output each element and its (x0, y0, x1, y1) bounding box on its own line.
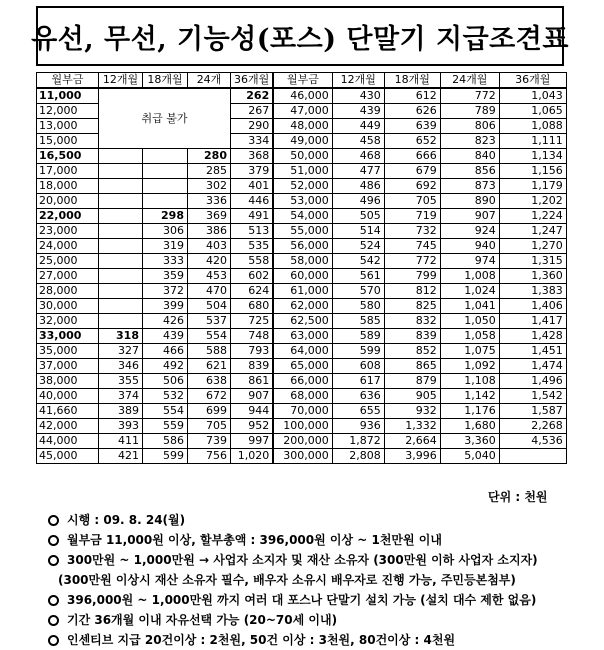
amount-cell: 470 (188, 284, 231, 299)
monthly-payment-cell: 45,000 (37, 449, 99, 464)
monthly-payment-cell: 61,000 (273, 284, 332, 299)
table-row (37, 314, 567, 329)
monthly-payment-cell: 13,000 (37, 119, 99, 134)
table-row (37, 224, 567, 239)
monthly-payment-cell: 37,000 (37, 359, 99, 374)
amount-cell: 535 (231, 239, 274, 254)
amount-cell: 496 (332, 194, 384, 209)
amount-cell: 1,587 (499, 404, 566, 419)
monthly-payment-cell: 300,000 (273, 449, 332, 464)
header-cell: 18개월 (143, 73, 188, 89)
amount-cell: 426 (143, 314, 188, 329)
note-text: (300만원 이상시 재산 소유자 필수, 배우자 소유시 배우자로 진행 가능, 주민등본첨부) (58, 573, 516, 587)
table-row (37, 374, 567, 389)
amount-cell: 1,270 (499, 239, 566, 254)
monthly-payment-cell: 46,000 (273, 88, 332, 104)
amount-cell: 1,041 (440, 299, 499, 314)
table-row (37, 164, 567, 179)
monthly-payment-cell: 68,000 (273, 389, 332, 404)
amount-cell: 789 (440, 104, 499, 119)
amount-cell: 672 (188, 389, 231, 404)
monthly-payment-cell: 52,000 (273, 179, 332, 194)
table-row (37, 284, 567, 299)
amount-cell: 852 (384, 344, 440, 359)
header-cell: 12개월 (99, 73, 143, 89)
monthly-payment-cell: 70,000 (273, 404, 332, 419)
amount-cell: 506 (143, 374, 188, 389)
monthly-payment-cell: 48,000 (273, 119, 332, 134)
amount-cell: 1,202 (499, 194, 566, 209)
amount-cell: 599 (143, 449, 188, 464)
monthly-payment-cell: 56,000 (273, 239, 332, 254)
amount-cell (99, 284, 143, 299)
amount-cell: 386 (188, 224, 231, 239)
amount-cell: 1,065 (499, 104, 566, 119)
monthly-payment-cell: 47,000 (273, 104, 332, 119)
amount-cell: 861 (231, 374, 274, 389)
amount-cell: 306 (143, 224, 188, 239)
amount-cell: 1,383 (499, 284, 566, 299)
table-row (37, 149, 567, 164)
table-body (37, 88, 567, 464)
amount-cell: 586 (143, 434, 188, 449)
amount-cell: 1,224 (499, 209, 566, 224)
amount-cell: 974 (440, 254, 499, 269)
note-text: 월부금 11,000원 이상, 할부총액 : 396,000원 이상 ~ 1천만원 이내 (67, 533, 442, 547)
amount-cell: 333 (143, 254, 188, 269)
amount-cell: 532 (143, 389, 188, 404)
amount-cell: 890 (440, 194, 499, 209)
amount-cell (99, 269, 143, 284)
amount-cell: 839 (231, 359, 274, 374)
amount-cell: 823 (440, 134, 499, 149)
amount-cell: 290 (231, 119, 274, 134)
amount-cell: 879 (384, 374, 440, 389)
amount-cell: 1,111 (499, 134, 566, 149)
amount-cell (99, 254, 143, 269)
amount-cell: 1,680 (440, 419, 499, 434)
amount-cell: 369 (188, 209, 231, 224)
monthly-payment-cell: 25,000 (37, 254, 99, 269)
monthly-payment-cell: 55,000 (273, 224, 332, 239)
amount-cell: 608 (332, 359, 384, 374)
unit-label: 단위 : 천원 (488, 490, 548, 504)
monthly-payment-cell: 42,000 (37, 419, 99, 434)
amount-cell: 5,040 (440, 449, 499, 464)
amount-cell (499, 449, 566, 464)
table-row (37, 239, 567, 254)
amount-cell: 639 (384, 119, 440, 134)
monthly-payment-cell: 33,000 (37, 329, 99, 344)
header-cell: 월부금 (37, 73, 99, 89)
amount-cell: 865 (384, 359, 440, 374)
amount-cell: 1,406 (499, 299, 566, 314)
amount-cell: 355 (99, 374, 143, 389)
amount-cell: 725 (231, 314, 274, 329)
amount-cell: 393 (99, 419, 143, 434)
monthly-payment-cell: 28,000 (37, 284, 99, 299)
circle-bullet-icon (48, 595, 59, 606)
amount-cell: 1,332 (384, 419, 440, 434)
amount-cell: 4,536 (499, 434, 566, 449)
circle-bullet-icon (48, 615, 59, 626)
amount-cell: 421 (99, 449, 143, 464)
amount-cell: 745 (384, 239, 440, 254)
amount-cell: 554 (143, 404, 188, 419)
amount-cell: 621 (188, 359, 231, 374)
monthly-payment-cell: 49,000 (273, 134, 332, 149)
amount-cell: 666 (384, 149, 440, 164)
amount-cell: 1,176 (440, 404, 499, 419)
circle-bullet-icon (48, 535, 59, 546)
monthly-payment-cell: 40,000 (37, 389, 99, 404)
amount-cell: 739 (188, 434, 231, 449)
table-row (37, 389, 567, 404)
table-row (37, 344, 567, 359)
amount-cell: 602 (231, 269, 274, 284)
monthly-payment-cell: 16,500 (37, 149, 99, 164)
amount-cell: 1,872 (332, 434, 384, 449)
table-row (37, 299, 567, 314)
table-row (37, 404, 567, 419)
amount-cell (99, 164, 143, 179)
amount-cell: 1,050 (440, 314, 499, 329)
amount-cell: 580 (332, 299, 384, 314)
amount-cell: 359 (143, 269, 188, 284)
amount-cell: 477 (332, 164, 384, 179)
header-cell: 24개월 (440, 73, 499, 89)
amount-cell: 612 (384, 88, 440, 104)
monthly-payment-cell: 11,000 (37, 88, 99, 104)
table-row (37, 209, 567, 224)
note-item (48, 530, 538, 550)
amount-cell: 374 (99, 389, 143, 404)
amount-cell: 504 (188, 299, 231, 314)
amount-cell: 907 (231, 389, 274, 404)
monthly-payment-cell: 62,000 (273, 299, 332, 314)
amount-cell: 873 (440, 179, 499, 194)
amount-cell: 368 (231, 149, 274, 164)
amount-cell: 940 (440, 239, 499, 254)
note-item (48, 610, 538, 630)
table-row (37, 269, 567, 284)
amount-cell: 617 (332, 374, 384, 389)
table-header-row (37, 73, 567, 89)
amount-cell: 2,268 (499, 419, 566, 434)
note-item (48, 510, 538, 530)
amount-cell (99, 209, 143, 224)
header-cell: 월부금 (273, 73, 332, 89)
amount-cell: 705 (188, 419, 231, 434)
note-item (48, 630, 538, 650)
monthly-payment-cell: 17,000 (37, 164, 99, 179)
note-item (48, 550, 538, 570)
amount-cell: 825 (384, 299, 440, 314)
monthly-payment-cell: 62,500 (273, 314, 332, 329)
amount-cell: 1,092 (440, 359, 499, 374)
amount-cell (99, 179, 143, 194)
amount-cell: 1,020 (231, 449, 274, 464)
amount-cell: 1,428 (499, 329, 566, 344)
amount-cell: 1,043 (499, 88, 566, 104)
payment-table (36, 72, 567, 464)
amount-cell: 1,542 (499, 389, 566, 404)
amount-cell: 537 (188, 314, 231, 329)
amount-cell: 334 (231, 134, 274, 149)
amount-cell: 907 (440, 209, 499, 224)
amount-cell: 699 (188, 404, 231, 419)
amount-cell (143, 179, 188, 194)
amount-cell (99, 299, 143, 314)
amount-cell: 1,496 (499, 374, 566, 389)
amount-cell: 298 (143, 209, 188, 224)
amount-cell: 403 (188, 239, 231, 254)
amount-cell: 806 (440, 119, 499, 134)
amount-cell: 3,996 (384, 449, 440, 464)
amount-cell: 626 (384, 104, 440, 119)
monthly-payment-cell: 20,000 (37, 194, 99, 209)
amount-cell: 449 (332, 119, 384, 134)
table-row (37, 449, 567, 464)
amount-cell: 561 (332, 269, 384, 284)
header-cell: 24개 (188, 73, 231, 89)
amount-cell: 336 (188, 194, 231, 209)
amount-cell: 1,360 (499, 269, 566, 284)
monthly-payment-cell: 18,000 (37, 179, 99, 194)
amount-cell: 839 (384, 329, 440, 344)
amount-cell: 486 (332, 179, 384, 194)
amount-cell: 793 (231, 344, 274, 359)
amount-cell: 1,474 (499, 359, 566, 374)
amount-cell: 952 (231, 419, 274, 434)
amount-cell: 327 (99, 344, 143, 359)
monthly-payment-cell: 50,000 (273, 149, 332, 164)
header-cell: 36개월 (231, 73, 274, 89)
amount-cell: 513 (231, 224, 274, 239)
amount-cell (99, 314, 143, 329)
amount-cell: 692 (384, 179, 440, 194)
monthly-payment-cell: 200,000 (273, 434, 332, 449)
amount-cell: 932 (384, 404, 440, 419)
page-title: 유선, 무선, 기능성(포스) 단말기 지급조견표 (31, 23, 569, 55)
amount-cell: 514 (332, 224, 384, 239)
amount-cell: 458 (332, 134, 384, 149)
amount-cell: 799 (384, 269, 440, 284)
amount-cell: 466 (143, 344, 188, 359)
note-text: 기간 36개월 이내 자유선택 가능 (20~70세 이내) (67, 613, 338, 627)
amount-cell: 399 (143, 299, 188, 314)
amount-cell: 1,024 (440, 284, 499, 299)
amount-cell (99, 149, 143, 164)
circle-bullet-icon (48, 555, 59, 566)
amount-cell: 570 (332, 284, 384, 299)
monthly-payment-cell: 24,000 (37, 239, 99, 254)
amount-cell: 302 (188, 179, 231, 194)
amount-cell: 936 (332, 419, 384, 434)
monthly-payment-cell: 64,000 (273, 344, 332, 359)
amount-cell: 655 (332, 404, 384, 419)
table-row (37, 329, 567, 344)
amount-cell: 2,664 (384, 434, 440, 449)
amount-cell: 492 (143, 359, 188, 374)
monthly-payment-cell: 66,000 (273, 374, 332, 389)
amount-cell: 1,134 (499, 149, 566, 164)
monthly-payment-cell: 60,000 (273, 269, 332, 284)
amount-cell: 1,142 (440, 389, 499, 404)
note-text: 396,000원 ~ 1,000만원 까지 여러 대 포스나 단말기 설치 가능 (설치 대수 제한 없음) (67, 593, 537, 607)
amount-cell: 589 (332, 329, 384, 344)
table-row (37, 434, 567, 449)
amount-cell: 346 (99, 359, 143, 374)
monthly-payment-cell: 15,000 (37, 134, 99, 149)
amount-cell: 840 (440, 149, 499, 164)
header-cell: 18개월 (384, 73, 440, 89)
amount-cell: 285 (188, 164, 231, 179)
amount-cell: 756 (188, 449, 231, 464)
amount-cell: 832 (384, 314, 440, 329)
amount-cell: 1,417 (499, 314, 566, 329)
amount-cell: 1,315 (499, 254, 566, 269)
amount-cell: 1,075 (440, 344, 499, 359)
monthly-payment-cell: 63,000 (273, 329, 332, 344)
table-row (37, 254, 567, 269)
amount-cell: 636 (332, 389, 384, 404)
note-text: 300만원 ~ 1,000만원 → 사업자 소지자 및 재산 소유자 (300만원 이하 사업자 소지자) (67, 553, 538, 567)
circle-bullet-icon (48, 635, 59, 646)
amount-cell: 372 (143, 284, 188, 299)
amount-cell (99, 224, 143, 239)
amount-cell: 430 (332, 88, 384, 104)
table-row (37, 179, 567, 194)
amount-cell: 638 (188, 374, 231, 389)
not-available-cell: 취급 불가 (99, 88, 231, 149)
amount-cell: 732 (384, 224, 440, 239)
amount-cell: 379 (231, 164, 274, 179)
amount-cell (99, 239, 143, 254)
amount-cell: 389 (99, 404, 143, 419)
table-row (37, 419, 567, 434)
monthly-payment-cell: 35,000 (37, 344, 99, 359)
monthly-payment-cell: 41,660 (37, 404, 99, 419)
note-text: 인센티브 지급 20건이상 : 2천원, 50건 이상 : 3천원, 80건이상 : 4천원 (67, 633, 456, 647)
monthly-payment-cell: 23,000 (37, 224, 99, 239)
monthly-payment-cell: 38,000 (37, 374, 99, 389)
amount-cell: 772 (440, 88, 499, 104)
amount-cell: 267 (231, 104, 274, 119)
amount-cell: 505 (332, 209, 384, 224)
amount-cell: 559 (143, 419, 188, 434)
table-row (37, 359, 567, 374)
amount-cell: 318 (99, 329, 143, 344)
amount-cell: 491 (231, 209, 274, 224)
header-cell: 36개월 (499, 73, 566, 89)
amount-cell: 439 (332, 104, 384, 119)
amount-cell: 1,247 (499, 224, 566, 239)
notes-list (48, 510, 538, 650)
amount-cell: 524 (332, 239, 384, 254)
amount-cell: 924 (440, 224, 499, 239)
table-row (37, 88, 567, 104)
header-cell: 12개월 (332, 73, 384, 89)
amount-cell (143, 149, 188, 164)
table-row (37, 194, 567, 209)
monthly-payment-cell: 54,000 (273, 209, 332, 224)
monthly-payment-cell: 51,000 (273, 164, 332, 179)
amount-cell: 705 (384, 194, 440, 209)
amount-cell: 905 (384, 389, 440, 404)
monthly-payment-cell: 32,000 (37, 314, 99, 329)
amount-cell: 453 (188, 269, 231, 284)
amount-cell: 719 (384, 209, 440, 224)
amount-cell (99, 194, 143, 209)
amount-cell: 1,008 (440, 269, 499, 284)
monthly-payment-cell: 65,000 (273, 359, 332, 374)
amount-cell: 542 (332, 254, 384, 269)
amount-cell: 1,179 (499, 179, 566, 194)
amount-cell: 748 (231, 329, 274, 344)
amount-cell: 680 (231, 299, 274, 314)
amount-cell: 624 (231, 284, 274, 299)
amount-cell: 1,088 (499, 119, 566, 134)
amount-cell: 652 (384, 134, 440, 149)
amount-cell (143, 194, 188, 209)
note-item (48, 590, 538, 610)
amount-cell: 319 (143, 239, 188, 254)
circle-bullet-icon (48, 515, 59, 526)
amount-cell: 558 (231, 254, 274, 269)
amount-cell: 588 (188, 344, 231, 359)
amount-cell: 1,451 (499, 344, 566, 359)
amount-cell: 262 (231, 88, 274, 104)
monthly-payment-cell: 100,000 (273, 419, 332, 434)
amount-cell: 446 (231, 194, 274, 209)
amount-cell: 856 (440, 164, 499, 179)
monthly-payment-cell: 12,000 (37, 104, 99, 119)
amount-cell: 280 (188, 149, 231, 164)
amount-cell: 554 (188, 329, 231, 344)
amount-cell: 812 (384, 284, 440, 299)
monthly-payment-cell: 22,000 (37, 209, 99, 224)
amount-cell: 401 (231, 179, 274, 194)
amount-cell: 468 (332, 149, 384, 164)
amount-cell: 3,360 (440, 434, 499, 449)
note-text: 시행 : 09. 8. 24(월) (67, 513, 186, 527)
title-box (31, 6, 569, 66)
amount-cell: 1,108 (440, 374, 499, 389)
monthly-payment-cell: 53,000 (273, 194, 332, 209)
amount-cell: 585 (332, 314, 384, 329)
monthly-payment-cell: 30,000 (37, 299, 99, 314)
amount-cell: 420 (188, 254, 231, 269)
monthly-payment-cell: 44,000 (37, 434, 99, 449)
note-item-continued (48, 570, 538, 590)
amount-cell: 772 (384, 254, 440, 269)
amount-cell: 1,058 (440, 329, 499, 344)
amount-cell: 599 (332, 344, 384, 359)
amount-cell: 997 (231, 434, 274, 449)
amount-cell: 679 (384, 164, 440, 179)
amount-cell: 439 (143, 329, 188, 344)
amount-cell: 1,156 (499, 164, 566, 179)
amount-cell: 2,808 (332, 449, 384, 464)
amount-cell: 411 (99, 434, 143, 449)
monthly-payment-cell: 27,000 (37, 269, 99, 284)
monthly-payment-cell: 58,000 (273, 254, 332, 269)
amount-cell (143, 164, 188, 179)
amount-cell: 944 (231, 404, 274, 419)
